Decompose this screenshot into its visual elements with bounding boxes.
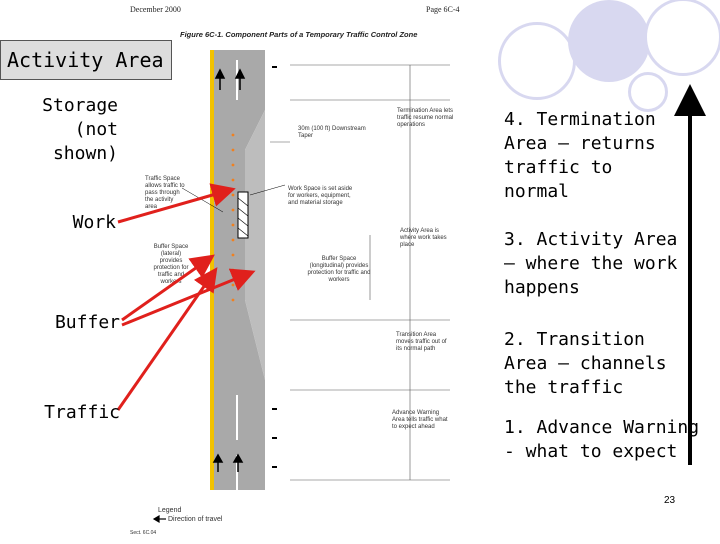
page-number: 23 (664, 495, 676, 506)
arrow-traffic (118, 272, 214, 410)
work-space-note: Work Space is set aside for workers, equipment, and material storage (288, 186, 353, 206)
slide-title: Activity Area (0, 40, 172, 80)
buffer-lateral-note: Buffer Space (lateral) provides protection for traffic and workers (153, 244, 189, 285)
step-activity: 3. Activity Area – where the work happens (504, 229, 678, 298)
figure-caption: Figure 6C-1. Component Parts of a Temporary Traffic Control Zone (180, 30, 418, 39)
downstream-taper-note: 30m (100 ft) Downstream Taper (298, 126, 366, 139)
buffer-long-note: Buffer Space (longitudinal) provides protection for traffic and workers (307, 256, 371, 283)
arrow-work (118, 190, 230, 222)
label-storage: Storage (not shown) (42, 95, 118, 164)
figure-header-left: December 2000 (130, 5, 181, 14)
advance-note: Advance Warning Area tells traffic what to expect ahead (392, 410, 448, 430)
step-advance-warning: 1. Advance Warning - what to expect (504, 417, 700, 462)
traffic-space-note: Traffic Space allows traffic to pass through the activity area (145, 176, 185, 210)
step-transition: 2. Transition Area – channels the traffic (504, 329, 667, 398)
transition-note: Transition Area moves traffic out of its normal path (396, 332, 447, 352)
label-work: Work (72, 212, 116, 233)
step-termination: 4. Termination Area – returns traffic to normal (504, 109, 656, 202)
figure-header-right: Page 6C-4 (426, 5, 460, 14)
label-buffer: Buffer (54, 312, 120, 333)
arrow-buffer-lateral (122, 258, 210, 320)
arrow-buffer-long (122, 273, 250, 325)
figure-footer: Sect. 6C.04 (130, 530, 157, 536)
termination-note: Termination Area lets traffic resume normal operations (397, 108, 454, 128)
label-traffic: Traffic (44, 402, 120, 423)
activity-area-note: Activity Area is where work takes place (400, 228, 447, 248)
legend-item: Direction of travel (168, 516, 223, 523)
legend-title: Legend (158, 507, 182, 514)
